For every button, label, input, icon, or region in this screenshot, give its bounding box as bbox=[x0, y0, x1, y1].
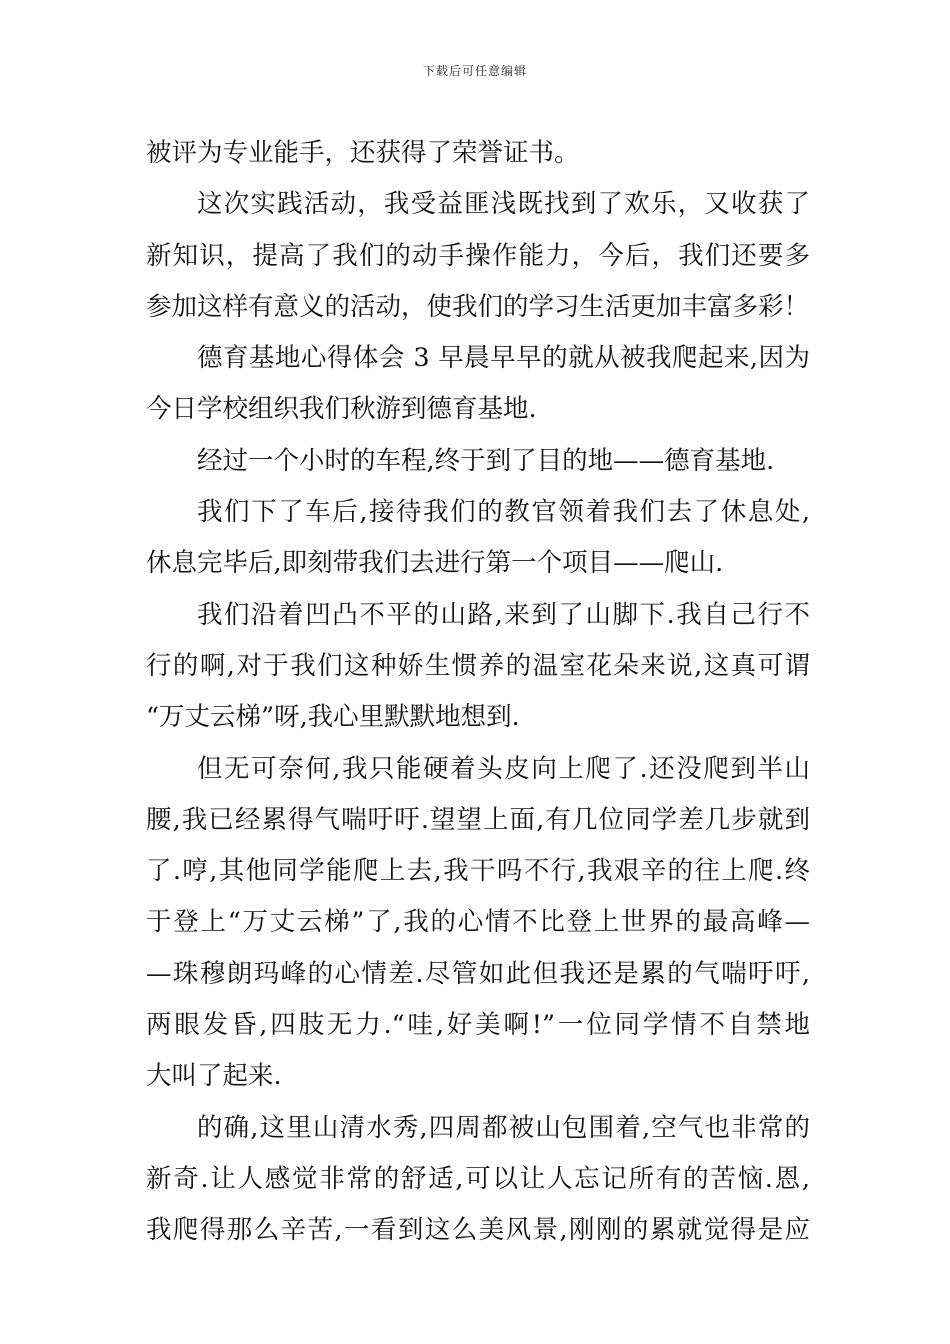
text-line: 这次实践活动，我受益匪浅既找到了欢乐，又收获了 bbox=[197, 189, 810, 220]
text-line: 我爬得那么辛苦,一看到这么美风景,刚刚的累就觉得是应 bbox=[146, 1215, 810, 1246]
text-line: 的确,这里山清水秀,四周都被山包围着,空气也非常的 bbox=[197, 1112, 810, 1143]
text-line: 两眼发昏,四肢无力.“哇,好美啊!”一位同学情不自禁地 bbox=[146, 1010, 810, 1041]
text-line: 行的啊,对于我们这种娇生惯养的温室花朵来说,这真可谓 bbox=[146, 650, 810, 681]
text-line: 新知识，提高了我们的动手操作能力，今后，我们还要多 bbox=[146, 240, 810, 271]
text-line: 大叫了起来. bbox=[146, 1061, 282, 1092]
text-line: 被评为专业能手，还获得了荣誉证书。 bbox=[146, 138, 580, 168]
text-line: “万丈云梯”呀,我心里默默地想到. bbox=[146, 702, 520, 733]
text-line: 休息完毕后,即刻带我们去进行第一个项目——爬山. bbox=[146, 548, 724, 579]
text-line: 但无可奈何,我只能硬着头皮向上爬了.还没爬到半山 bbox=[197, 753, 810, 784]
text-line: 德育基地心得体会 3 早晨早早的就从被我爬起来,因为 bbox=[197, 343, 810, 374]
text-line: 我们沿着凹凸不平的山路,来到了山脚下.我自己行不 bbox=[197, 599, 810, 630]
page-header-note: 下载后可任意编辑 bbox=[422, 64, 527, 78]
text-line: 今日学校组织我们秋游到德育基地. bbox=[146, 394, 537, 425]
text-line: 了.哼,其他同学能爬上去,我干吗不行,我艰辛的往上爬.终 bbox=[146, 856, 810, 887]
text-line: 于登上“万丈云梯”了,我的心情不比登上世界的最高峰— bbox=[146, 907, 810, 938]
text-line: —珠穆朗玛峰的心情差.尽管如此但我还是累的气喘吁吁, bbox=[146, 958, 810, 989]
text-line: 腰,我已经累得气喘吁吁.望望上面,有几位同学差几步就到 bbox=[146, 804, 810, 835]
document-body bbox=[146, 128, 810, 1257]
text-line: 我们下了车后,接待我们的教官领着我们去了休息处, bbox=[197, 497, 810, 528]
text-line: 参加这样有意义的活动，使我们的学习生活更加丰富多彩！ bbox=[146, 291, 810, 322]
text-line: 新奇.让人感觉非常的舒适,可以让人忘记所有的苦恼.恩, bbox=[146, 1163, 810, 1194]
text-line: 经过一个小时的车程,终于到了目的地——德育基地. bbox=[197, 445, 775, 476]
